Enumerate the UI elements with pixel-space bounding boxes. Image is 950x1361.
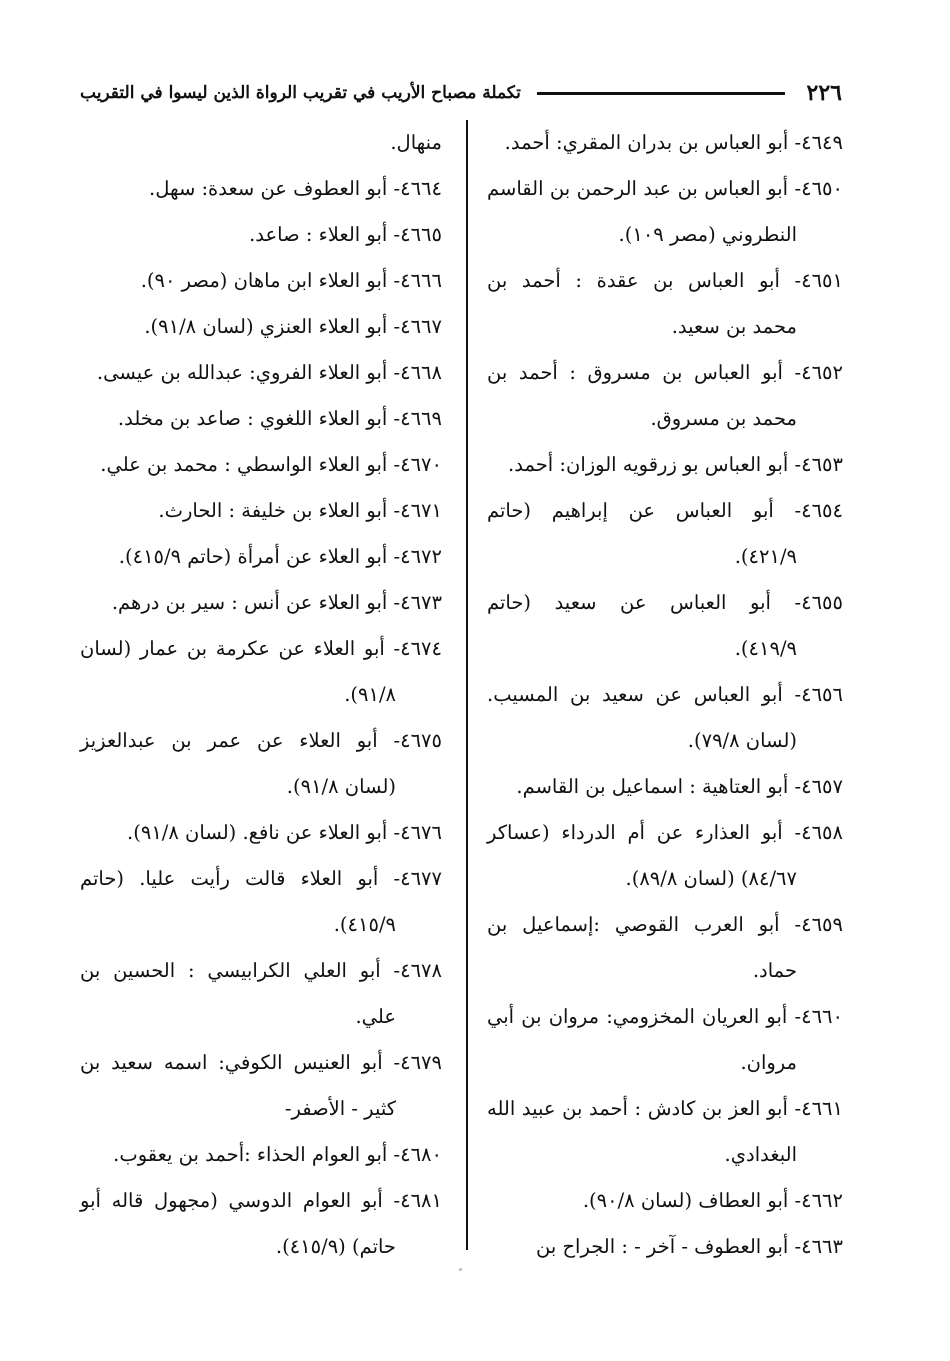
entry-continuation-line: ٨٤/٦٧) (لسان ٨٩/٨). (625, 867, 797, 890)
entry (80, 1178, 442, 1270)
entry-continuation-line: علي. (355, 1005, 396, 1028)
entry-line: ٤٦٧٦- أبو العلاء عن نافع. (لسان ٩١/٨). (127, 821, 442, 844)
entry-line: ٤٦٧٤- أبو العلاء عن عكرمة بن عمار (لسان (80, 637, 442, 660)
entry (80, 212, 442, 258)
entry-line: ٤٦٥٨- أبو العذارء عن أم الدرداء (عساكر (487, 821, 843, 844)
entry (487, 166, 843, 258)
right-column (487, 120, 843, 1270)
entry (80, 166, 442, 212)
entry-line: ٤٦٦٧- أبو العلاء العنزي (لسان ٩١/٨). (144, 315, 442, 338)
entry (487, 258, 843, 350)
entry-line: ٤٦٥٢- أبو العباس بن مسروق : أحمد بن (487, 361, 843, 384)
entry (487, 994, 843, 1086)
entry (487, 442, 843, 488)
entry (487, 764, 843, 810)
entry-continuation-line: النطروني (مصر ١٠٩). (618, 223, 797, 246)
entry (80, 718, 442, 810)
entry (80, 304, 442, 350)
entry-line: ٤٦٦٣- أبو العطوف - آخر - : الجراح بن (535, 1235, 843, 1258)
entry (487, 488, 843, 580)
entry (80, 350, 442, 396)
entry-line: ٤٦٧١- أبو العلاء بن خليفة : الحارث. (158, 499, 442, 522)
entry-line: ٤٦٥٦- أبو العباس عن سعيد بن المسيب. (487, 683, 843, 706)
entry-line: ٤٦٦٤- أبو العطوف عن سعدة: سهل. (149, 177, 442, 200)
entry (487, 672, 843, 764)
entry-line: ٤٦٧٨- أبو العلي الكرابيسي : الحسين بن (80, 959, 442, 982)
scan-speck (459, 1268, 462, 1271)
entry (80, 626, 442, 718)
entry-continuation-line: كثير - الأصفر- (284, 1097, 396, 1120)
entry (80, 1132, 442, 1178)
left-column (80, 120, 442, 1270)
entry-line: ٤٦٦٢- أبو العطاف (لسان ٩٠/٨). (582, 1189, 843, 1212)
entry (80, 948, 442, 1040)
entry-line: ٤٦٥٩- أبو العرب القوصي :إسماعيل بن (487, 913, 843, 936)
running-header (80, 78, 842, 108)
entry-line: ٤٦٥٣- أبو العباس بو زرقويه الوزان: أحمد. (508, 453, 843, 476)
entry-continuation-line: حاتم) (٤١٥/٩). (275, 1235, 396, 1258)
entry (487, 350, 843, 442)
entry-continuation-line: محمد بن مسروق. (650, 407, 797, 430)
entry (80, 534, 442, 580)
entry-line: ٤٦٦٥- أبو العلاء : صاعد. (249, 223, 442, 246)
entry (487, 1086, 843, 1178)
entry-continuation-line: ٩١/٨). (344, 683, 396, 706)
entry-line: ٤٦٧٥- أبو العلاء عن عمر بن عبدالعزيز (80, 729, 442, 752)
entry (80, 258, 442, 304)
entry-line: ٤٦٨٠- أبو العوام الحذاء :أحمد بن يعقوب. (113, 1143, 442, 1166)
entry (487, 1224, 843, 1270)
entry (487, 902, 843, 994)
entry-continuation-line: ٤١٥/٩). (333, 913, 396, 936)
entry-line: ٤٦٧٣- أبو العلاء عن أنس : سير بن درهم. (111, 591, 442, 614)
entry-continuation-line: حماد. (752, 959, 797, 982)
entry (80, 488, 442, 534)
entry (80, 120, 442, 166)
entry-line: ٤٦٧٢- أبو العلاء عن أمرأة (حاتم ٤١٥/٩). (118, 545, 442, 568)
entry-line: ٤٦٥٧- أبو العتاهية : اسماعيل بن القاسم. (516, 775, 843, 798)
entry-continuation-line: محمد بن سعيد. (671, 315, 797, 338)
entry-line: ٤٦٧٩- أبو العنيس الكوفي: اسمه سعيد بن (80, 1051, 442, 1074)
entry-line: ٤٦٥٠- أبو العباس بن عبد الرحمن بن القاسم (487, 177, 843, 200)
entry-line: ٤٦٨١- أبو العوام الدوسي (مجهول قاله أبو (80, 1189, 442, 1212)
entry-line: ٤٦٦٠- أبو العريان المخزومي: مروان بن أبي (487, 1005, 843, 1028)
entry-line: ٤٦٦٩- أبو العلاء اللغوي : صاعد بن مخلد. (117, 407, 442, 430)
entry-line: ٤٦٧٧- أبو العلاء قالت رأيت عليا. (حاتم (80, 867, 442, 890)
entry-continuation-line: مروان. (740, 1051, 797, 1074)
page-number: ٢٢٦ (806, 80, 842, 106)
entry (487, 120, 843, 166)
entry-continuation-line: منهال. (390, 131, 442, 154)
entry-line: ٤٦٦٨- أبو العلاء الفروي: عبدالله بن عيسى. (96, 361, 442, 384)
entry (487, 580, 843, 672)
entry-line: ٤٦٦٦- أبو العلاء ابن ماهان (مصر ٩٠). (140, 269, 442, 292)
entry-line: ٤٦٦١- أبو العز بن كادش : أحمد بن عبيد الله (487, 1097, 843, 1120)
entry (80, 442, 442, 488)
entry-line: ٤٦٧٠- أبو العلاء الواسطي : محمد بن علي. (100, 453, 442, 476)
header-rule (537, 92, 785, 95)
entry (80, 810, 442, 856)
entry-continuation-line: (لسان ٧٩/٨). (687, 729, 797, 752)
entry (80, 1040, 442, 1132)
entry-line: ٤٦٥٤- أبو العباس عن إبراهيم (حاتم (487, 499, 843, 522)
entry-continuation-line: البغدادي. (724, 1143, 797, 1166)
entry-line: ٤٦٥٥- أبو العباس عن سعيد (حاتم (487, 591, 843, 614)
book-title: تكملة مصباح الأريب في تقريب الرواة الذين ليسوا في التقريب (80, 83, 521, 103)
entry (80, 856, 442, 948)
entry (80, 396, 442, 442)
entry-continuation-line: ٤١٩/٩). (734, 637, 797, 660)
entry-continuation-line: (لسان ٩١/٨). (286, 775, 396, 798)
entry (487, 1178, 843, 1224)
entry (487, 810, 843, 902)
column-divider (466, 120, 468, 1250)
entry-line: ٤٦٤٩- أبو العباس بن بدران المقري: أحمد. (504, 131, 843, 154)
entry-line: ٤٦٥١- أبو العباس بن عقدة : أحمد بن (487, 269, 843, 292)
entry-continuation-line: ٤٢١/٩). (734, 545, 797, 568)
entry (80, 580, 442, 626)
